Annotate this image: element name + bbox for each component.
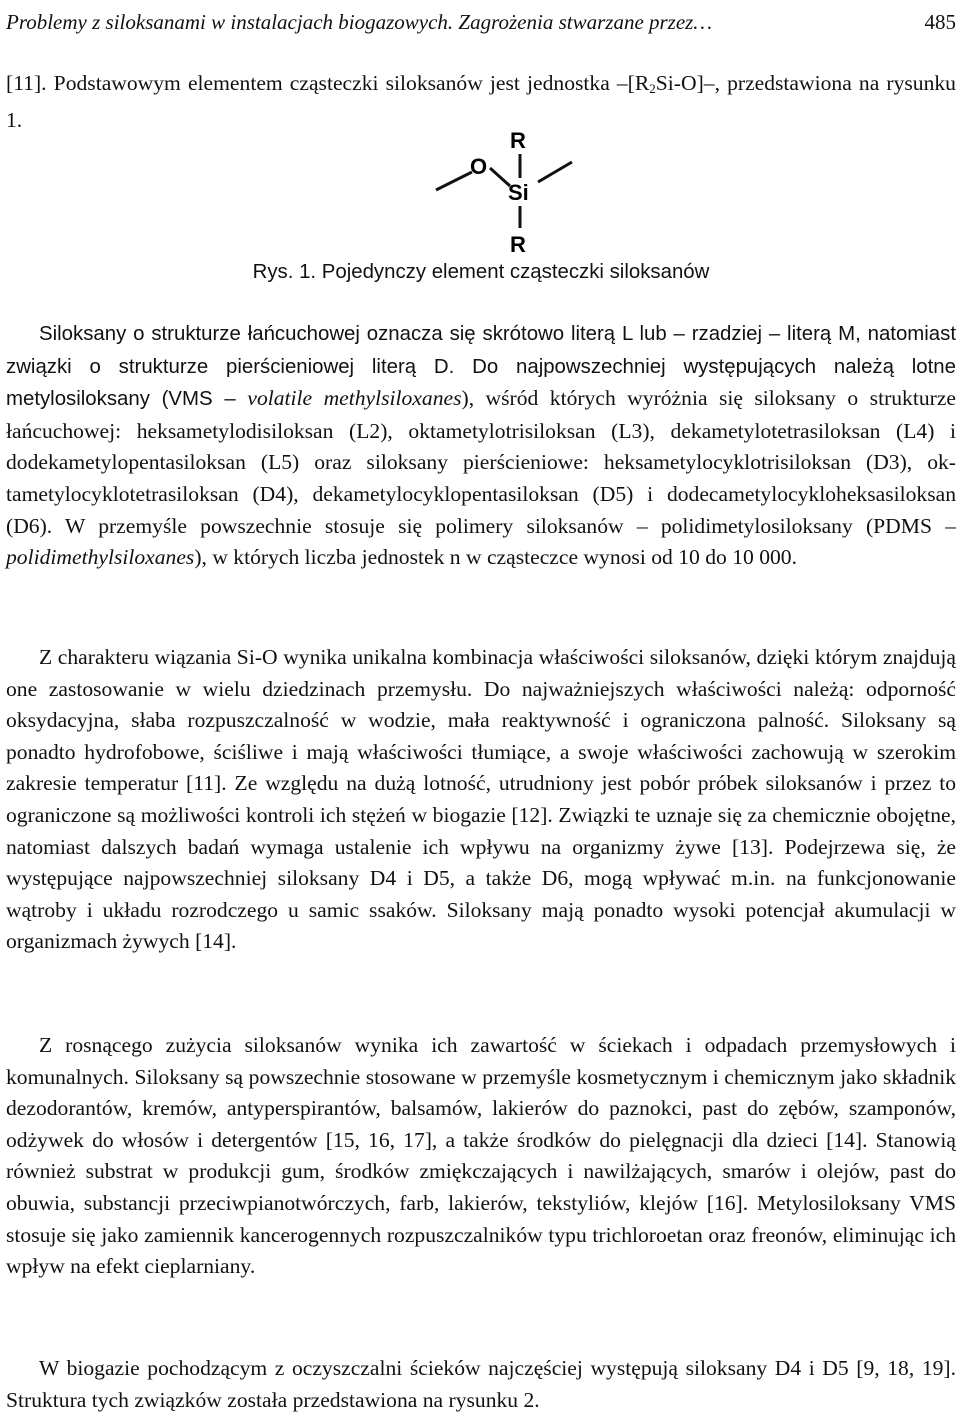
paragraph-biogas-siloxanes: W biogazie pochodzącym z oczyszczalni ścieków najczęściej występują siloksany D4 i D5 [9, 18, 19]. Struktura tych związków została przedstawiona na rysunku 2. (6, 1356, 956, 1412)
atom-oxygen: O (470, 154, 488, 179)
atom-r-top: R (510, 128, 526, 153)
para1-part-3: ), w których liczba jednostek n w cząsteczce wynosi od 10 do 10 000. (194, 545, 797, 570)
page-number: 485 (924, 10, 956, 34)
para1-sans-part: Siloksany o strukturze łańcuchowej oznacza się skrótowo literą L lub – rzadziej – literą M, natomiast związki o strukturze pierścieniowej literą D. Do najpowszechniej występujących należą lotne metylosiloksany (VMS – (6, 323, 956, 411)
siloxane-structure-diagram (426, 128, 586, 256)
siloxane-structure-figure (426, 128, 586, 256)
figure-caption: Rys. 1. Pojedynczy element cząsteczki siloksanów (252, 261, 710, 283)
intro-paragraph (6, 68, 956, 136)
bond-si-chain (538, 162, 572, 182)
intro-subscript: 2 (649, 81, 656, 96)
atom-r-bottom: R (510, 232, 526, 256)
intro-text-before: [11]. Podstawowym elementem cząsteczki siloksanów jest jednostka –[R (6, 71, 650, 95)
bond-chain-oxygen (436, 172, 472, 190)
paragraph-siloxane-sources: Z rosnącego zużycia siloksanów wynika ich zawartość w ściekach i odpadach przemysłowych i komunalnych. Siloksany są powszechnie stosowane w przemyśle kosmetycznym i chemicznym jako składnik dezodorantów, kremów, antyperspirantów, balsamów, lakierów do paznokci, past do zębów, szamponów, odżywek do włosów i detergentów [15, 16, 17], a także środków do pielęgnacji dla dzieci [14]. Stanowią również substrat w produkcji gum, środków zmiękczających i nawilżających, smarów i olejów, past do obuwia, substancji przeciwpianotwórczych, farb, lakierów, tekstyliów, klejów [16]. Metylosiloksany VMS stosuje się jako zamiennik kancerogennych rozpuszczalników typu trichloroetan oraz freonów, eliminując ich wpływ na efekt cieplarniany. (6, 1033, 956, 1279)
running-title: Problemy z siloksanami w instalacjach biogazowych. Zagrożenia stwarzane przez… (6, 10, 713, 34)
para1-italic-1: volatile methylsiloxanes (247, 386, 462, 411)
para1-part-2: ), wśród których wyróżnia się siloksany o strukturze łańcuchowej: heksametylodisiloksan (L2), oktametylotrisiloksan (L3), dekametylotetrasiloksan (L4) i dodekametylopentasiloksan (L5) oraz siloksany pierścieniowe: heksametylocyklotrisiloksan (D3), oktametylocyklotetrasiloksan (D4), dekametylocyklopentasiloksan (D5) i dodecametylocykloheksasiloksan (D6). (6, 386, 957, 538)
paragraph-siloxane-types (6, 318, 956, 574)
para1-italic-2: polidimethylsiloxanes (6, 545, 195, 570)
running-header (6, 4, 956, 44)
paragraph-si-o-properties: Z charakteru wiązania Si-O wynika unikalna kombinacja właściwości siloksanów, dzięki którym znajdują one zastosowanie w wielu dziedzinach przemysłu. Do najważniejszych właściwości należą: odporność oksydacyjna, słaba rozpuszczalność w wodzie, mała reaktywność i ograniczona palność. Siloksany są ponadto hydrofobowe, ściśliwe i mają właściwości tłumiące, a swoje właściwości zachowują w szerokim zakresie temperatur [11]. Ze względu na dużą lotność, utrudniony jest pobór próbek siloksanów i przez to ograniczone są możliwości kontroli ich stężeń w biogazie [12]. Związki te uznaje się za chemicznie obojętne, natomiast dalszych badań wymaga ustalenie ich wpływu na organizmy żywe [13]. Podejrzewa się, że występujące najpowszechniej siloksany D4 i D5, a także D6, mogą wpływać m.in. na funkcjonowanie wątroby i układu rozrodczego u samic ssaków. Siloksany mają ponadto wysoki potencjał akumulacji w organizmach żywych [14]. (6, 645, 956, 954)
atom-silicon: Si (508, 180, 529, 205)
intro-text-after: Si-O]–, przedstawiona na rysunku 1. (6, 71, 956, 132)
bond-oxygen-si (490, 168, 510, 186)
para1-serif-part: W przemyśle powszechnie stosuje się polimery siloksanów – polidimetylosiloksany (PDMS – (52, 513, 956, 538)
